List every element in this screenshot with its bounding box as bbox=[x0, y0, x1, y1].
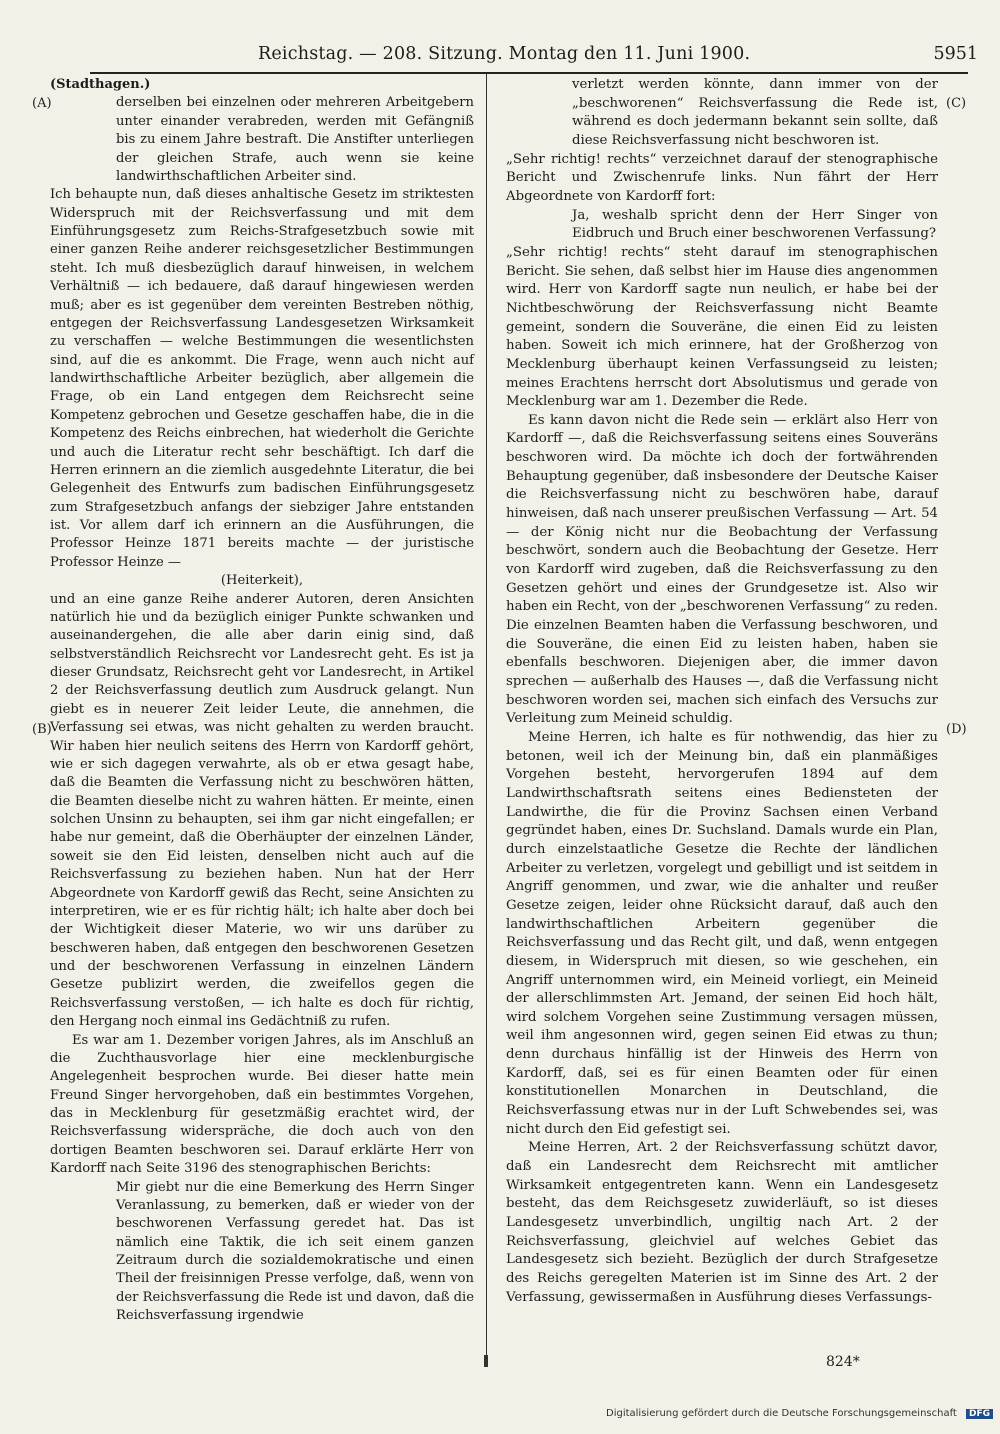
margin-marker-a: (A) bbox=[32, 96, 52, 111]
sheet-number: 824* bbox=[826, 1354, 860, 1370]
margin-marker-c: (C) bbox=[946, 96, 967, 111]
paragraph: Es kann davon nicht die Rede sein — erklärt also Herr von Kardorff —, daß die Reichsverfassung seitens eines Souveräns beschworen wird. Da möchte ich doch der fortwährenden Behauptung gegenüber, daß insbesondere der Deutsche Kaiser die Reichsverfassung nicht zu beschwören habe, darauf hinweisen, daß nach unserer preußischen Verfassung — Art. 54 — der König nicht nur die Beobachtung der Verfassung beschwört, sondern auch die Beobachtung der Gesetze. Herr von Kardorff wird zugeben, daß die Reichsverfassung zu den Gesetzen gehört und eines der Grundgesetze ist. Also wir haben ein Recht, von der „beschworenen Verfassung“ zu reden. Die einzelnen Beamten haben die Verfassung beschworen, und die Souveräne, die einen Eid zu leisten haben, haben sie ebenfalls beschworen. Diejenigen aber, die immer davon sprechen — außerhalb des Hauses —, daß die Verfassung nicht beschworen worden sei, machen sich einfach des Versuchs zur Verleitung zum Meineid schuldig. bbox=[506, 412, 938, 727]
header-page-number: 5951 bbox=[933, 44, 978, 64]
header-title: Reichstag. — 208. Sitzung. Montag den 11. Juni 1900. bbox=[258, 44, 751, 64]
right-column bbox=[506, 76, 938, 1307]
paragraph: „Sehr richtig! rechts“ verzeichnet darauf der stenographische Bericht und Zwischenrufe links. Nun fährt der Herr Abgeordnete von Kardorff fort: bbox=[506, 151, 938, 204]
column-divider-end bbox=[484, 1355, 488, 1367]
speaker-label: (Stadthagen.) bbox=[50, 77, 151, 92]
paragraph: „Sehr richtig! rechts“ steht darauf im stenographischen Bericht. Sie sehen, daß selbst hier im Hause dies angenommen wird. Herr von Kardorff sagte nun neulich, er habe bei der Nichtbeschwörung der Reichsverfassung nicht Beamte gemeint, sondern die Souveräne, die einen Eid zu leisten haben. Soweit ich mich erinnere, hat der Großherzog von Mecklenburg überhaupt keinen Verfassungseid zu leisten; meines Erachtens herrscht dort Absolutismus und gerade von Mecklenburg war am 1. Dezember die Rede. bbox=[506, 244, 938, 410]
interjection: (Heiterkeit), bbox=[220, 573, 304, 589]
left-column bbox=[50, 76, 474, 1326]
quote-paragraph: derselben bei einzelnen oder mehreren Arbeitgebern unter einander verabreden, werden mit Gefängniß bis zu einem Jahre bestraft. Die Anstifter unterliegen der gleichen Strafe, auch wenn sie keine landwirthschaftlichen Arbeiter sind. bbox=[116, 95, 474, 184]
paragraph: Meine Herren, Art. 2 der Reichsverfassung schützt davor, daß ein Landesrecht dem Reichsrecht mit amtlicher Wirksamkeit entgegentreten kann. Wenn ein Landesgesetz besteht, das dem Reichsgesetz zuwiderläuft, so ist dieses Landesgesetz unverbindlich, ungiltig nach Art. 2 der Reichsverfassung, gleichviel auf welches Gebiet das Landesgesetz sich bezieht. Bezüglich der durch Strafgesetze des Reichs geregelten Materien ist im Sinne des Art. 2 der Verfassung, gewissermaßen in Ausführung dieses Verfassungs- bbox=[506, 1140, 938, 1305]
paragraph: Ich behaupte nun, daß dieses anhaltische Gesetz im striktesten Widerspruch mit der Reichsverfassung und mit dem Einführungsgesetz zum Reichs-Strafgesetzbuch sowie mit einer ganzen Reihe anderer reichsgesetzlicher Bestimmungen steht. Ich muß diesbezüglich darauf hinweisen, in welchem Verhältniß — ich bedauere, daß darauf hingewiesen werden muß; aber es ist gegenüber dem vereinten Bestreben nöthig, entgegen der Reichsverfassung Landesgesetzen Wirksamkeit zu verschaffen — welche Bestimmungen die wesentlichsten sind, auf die es ankommt. Die Frage, wenn auch nicht auf landwirthschaftliche Arbeiter bezüglich, aber allgemein die Frage, ob ein Land entgegen dem Reichsrecht seine Kompetenz gebrochen und Gesetze geschaffen habe, die in die Kompetenz des Reichs einbrechen, hat wiederholt die Gerichte und auch die Literatur recht sehr beschäftigt. Ich darf die Herren erinnern an die ziemlich ausgedehnte Literatur, die bei Gelegenheit des Entwurfs zum badischen Einführungsgesetz zum Strafgesetzbuch anfangs der siebziger Jahre entstanden ist. Vor allem darf ich erinnern an die Ausführungen, die Professor Heinze 1871 bereits machte — der juristische Professor Heinze — bbox=[50, 187, 474, 570]
digitization-credit bbox=[606, 1408, 993, 1419]
quote-paragraph: verletzt werden könnte, dann immer von der „beschworenen“ Reichsverfassung die Rede ist, während es doch jedermann bekannt sein sollte, daß diese Reichsverfassung nicht beschworen ist. bbox=[572, 77, 938, 148]
margin-marker-b: (B) bbox=[32, 722, 52, 737]
margin-marker-d: (D) bbox=[946, 722, 967, 737]
dfg-logo: DFG bbox=[966, 1409, 993, 1419]
paragraph: Meine Herren, ich halte es für nothwendig, das hier zu betonen, weil ich der Meinung bin, daß ein planmäßiges Vorgehen besteht, hervorgerufen 1894 auf dem Landwirthschaftsrath seitens eines Bediensteten der Landwirthe, die für die Provinz Sachsen einen Verband gegründet haben, eines Dr. Suchsland. Damals wurde ein Plan, durch einzelstaatliche Gesetze die Rechte der ländlichen Arbeiter zu verletzen, vorgelegt und gebilligt und ist seitdem in Angriff genommen, und zwar, wie die anhalter und reußer Gesetze zeigen, leider ohne Rücksicht darauf, daß auch den landwirthschaftlichen Arbeitern gegenüber die Reichsverfassung und das Recht gilt, und daß, wenn entgegen diesem, in Widerspruch mit diesen, so wie geschehen, ein Angriff unternommen wird, ein Meineid vorliegt, ein Meineid der allerschlimmsten Art. Jemand, der seinen Eid hoch hält, wird solchem Vorgehen seine Zustimmung versagen müssen, weil ihm angesonnen wird, gegen seinen Eid etwas zu thun; denn durchaus hinfällig ist der Hinweis des Herrn von Kardorff, daß, sei es für einen Beamten oder für einen konstitutionellen Monarchen in Deutschland, die Reichsverfassung etwas nur in der Luft Schwebendes sei, was nicht durch den Eid gefestigt sei. bbox=[506, 729, 938, 1137]
page-header bbox=[258, 44, 978, 72]
paragraph: und an eine ganze Reihe anderer Autoren, deren Ansichten natürlich hie und da bezüglich einiger Punkte schwanken und auseinandergehen, die alle aber darin einig sind, daß selbstverständlich Reichsrecht vor Landesrecht geht. Es ist ja dieser Grundsatz, Reichsrecht geht vor Landesrecht, in Artikel 2 der Reichsverfassung deutlich zum Ausdruck gelangt. Nun giebt es in neuerer Zeit leider Leute, die annehmen, die Verfassung sei etwas, was nicht gehalten zu werden braucht. Wir haben hier neulich seitens des Herrn von Kardorff gehört, wie er sich dagegen verwahrte, als ob er etwa gesagt habe, daß die Beamten die Verfassung nicht zu beschwören hätten, die Beamten dieselbe nicht zu wahren hätten. Er meinte, einen solchen Unsinn zu behaupten, sei ihm gar nicht eingefallen; er habe nur gemeint, daß die Oberhäupter der einzelnen Länder, soweit sie den Eid leisten, denselben nicht auch auf die Reichsverfassung zu beziehen haben. Nun hat der Herr Abgeordnete von Kardorff gewiß das Recht, seine Ansichten zu interpretiren, wie er es für richtig hält; ich halte aber doch bei der Wichtigkeit dieser Materie, wo wir uns darüber zu beschweren haben, daß entgegen den beschworenen Gesetzen und der beschworenen Verfassung in einzelnen Ländern Gesetze publizirt werden, die zweifellos gegen die Reichsverfassung verstoßen, — ich halte es doch für richtig, den Hergang noch einmal ins Gedächtniß zu rufen. bbox=[50, 591, 474, 1030]
credit-text: Digitalisierung gefördert durch die Deutsche Forschungsgemeinschaft bbox=[606, 1408, 957, 1419]
paragraph: Es war am 1. Dezember vorigen Jahres, als im Anschluß an die Zuchthausvorlage hier eine mecklenburgische Angelegenheit besprochen wurde. Bei dieser hatte mein Freund Singer hervorgehoben, daß ein bestimmtes Vorgehen, das in Mecklenburg für gesetzmäßig erachtet wird, der Reichsverfassung widerspräche, die doch auch von den dortigen Beamten beschworen sei. Darauf erklärte Herr von Kardorff nach Seite 3196 des stenographischen Berichts: bbox=[50, 1032, 474, 1177]
quote-paragraph: Ja, weshalb spricht denn der Herr Singer von Eidbruch und Bruch einer beschworenen Verfassung? bbox=[572, 207, 938, 242]
header-rule bbox=[90, 72, 968, 74]
column-divider bbox=[486, 74, 487, 1360]
quote-paragraph: Mir giebt nur die eine Bemerkung des Herrn Singer Veranlassung, zu bemerken, daß er wieder von der beschworenen Verfassung geredet hat. Das ist nämlich eine Taktik, die ich seit einem ganzen Zeitraum durch die sozialdemokratische und einen Theil der freisinnigen Presse verfolge, daß, wenn von der Reichsverfassung die Rede ist und davon, daß die Reichsverfassung irgendwie bbox=[116, 1179, 474, 1324]
